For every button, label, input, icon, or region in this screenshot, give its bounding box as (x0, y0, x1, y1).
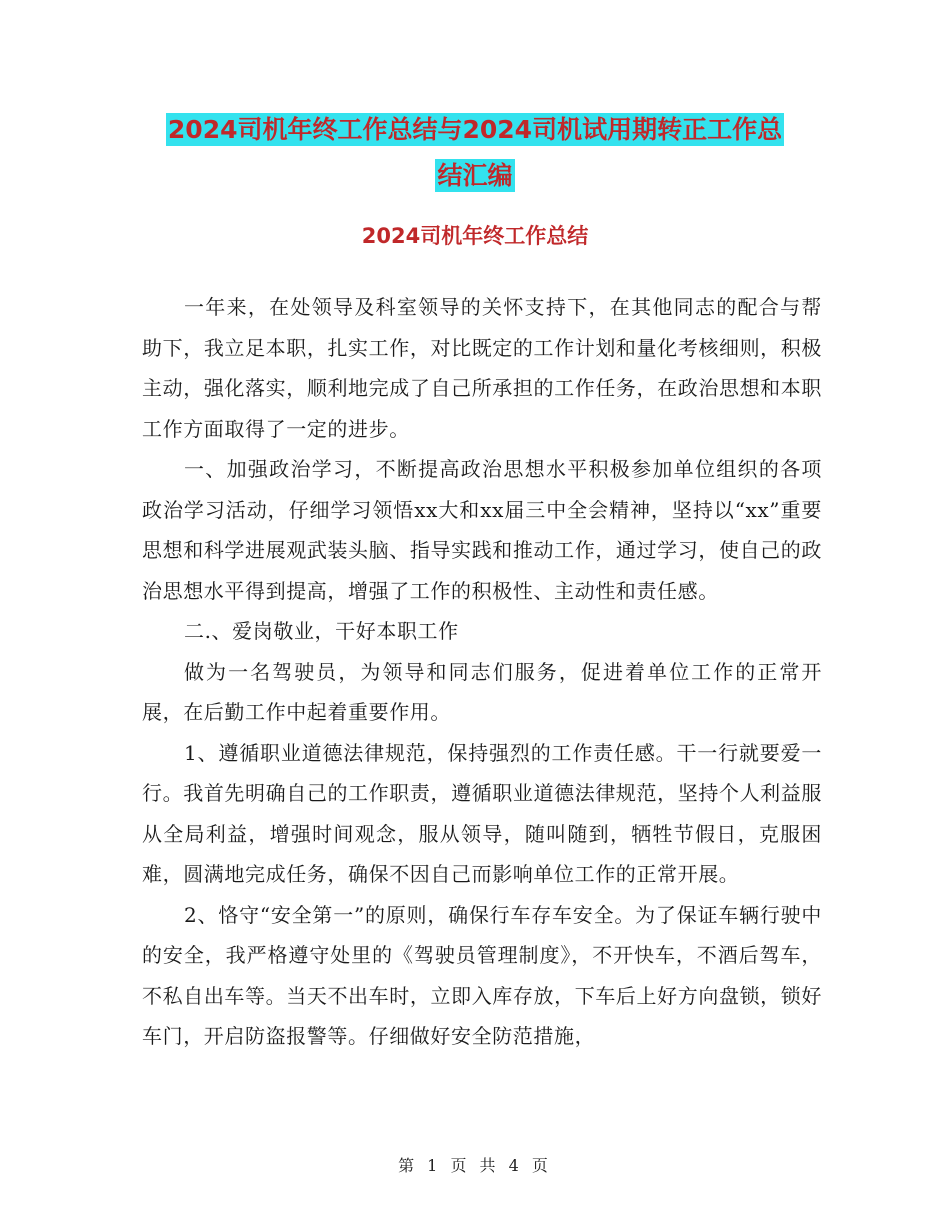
document-title-line-2 (0, 153, 950, 199)
document-title-line-1 (0, 107, 950, 153)
paragraph-intro: 一年来，在处领导及科室领导的关怀支持下，在其他同志的配合与帮助下，我立足本职，扎实工作，对比既定的工作计划和量化考核细则，积极主动，强化落实，顺利地完成了自己所承担的工作任务，在政治思想和本职工作方面取得了一定的进步。 (142, 295, 822, 441)
paragraph-ethics: 1、遵循职业道德法律规范，保持强烈的工作责任感。干一行就要爱一行。我首先明确自己的工作职责，遵循职业道德法律规范，坚持个人利益服从全局利益，增强时间观念，服从领导，随叫随到，牺牲节假日，克服困难，圆满地完成任务，确保不因自己而影响单位工作的正常开展。 (142, 740, 822, 886)
title-highlight-2: 结汇编 (437, 161, 513, 190)
page-footer: 第 1 页 共 4 页 (398, 1156, 552, 1175)
paragraph-political-study: 一、加强政治学习，不断提高政治思想水平积极参加单位组织的各项政治学习活动，仔细学习领悟xx大和xx届三中全会精神，坚持以“xx”重要思想和科学进展观武装头脑、指导实践和推动工作，通过学习，使自己的政治思想水平得到提高，增强了工作的积极性、主动性和责任感。 (142, 457, 822, 603)
paragraph-driver-role: 做为一名驾驶员，为领导和同志们服务，促进着单位工作的正常开展，在后勤工作中起着重要作用。 (142, 659, 822, 724)
section-title: 2024司机年终工作总结 (361, 224, 589, 248)
paragraph-heading-dedication: 二.、爱岗敬业，干好本职工作 (184, 619, 459, 643)
title-highlight-1: 2024司机年终工作总结与2024司机试用期转正工作总 (167, 115, 783, 144)
paragraph-safety: 2、恪守“安全第一”的原则，确保行车存车安全。为了保证车辆行驶中的安全，我严格遵守处里的《驾驶员管理制度》，不开快车，不酒后驾车，不私自出车等。当天不出车时，立即入库存放，下车后上好方向盘锁，锁好车门，开启防盗报警等。仔细做好安全防范措施， (142, 902, 822, 1048)
document-body (142, 287, 822, 1057)
